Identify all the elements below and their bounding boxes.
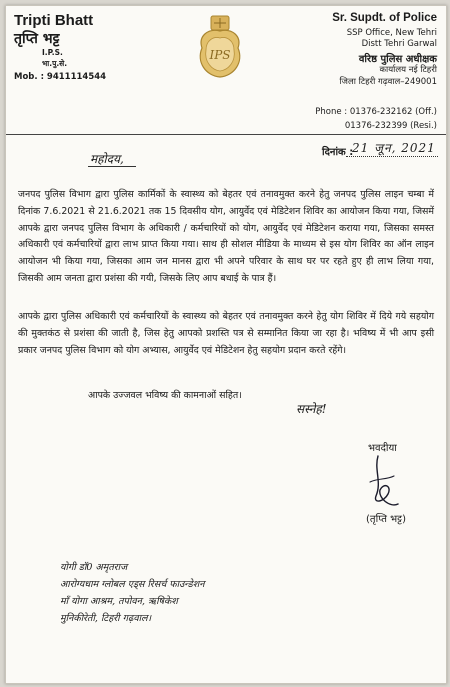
date-underline bbox=[346, 156, 438, 157]
date-label: दिनांक : bbox=[322, 147, 354, 158]
service-hindi: भा.पु.से. bbox=[42, 59, 68, 68]
signature-icon bbox=[364, 452, 404, 512]
signatory-name: (तृप्ति भट्ट) bbox=[366, 514, 406, 525]
addressee-line-1: योगी डॉ0 अमृतराज bbox=[60, 562, 128, 573]
office-english: SSP Office, New Tehri bbox=[346, 28, 437, 38]
designation-english: Sr. Supdt. of Police bbox=[332, 12, 437, 24]
yours-sincerely: भवदीया bbox=[368, 443, 397, 454]
designation-hindi: वरिष्ठ पुलिस अधीक्षक bbox=[358, 54, 437, 65]
salutation-underline bbox=[88, 166, 136, 167]
body-paragraph-2: आपके द्वारा पुलिस अधिकारी एवं कर्मचारियों के स्वास्थ्य को बेहतर एवं तनावमुक्त करने हेतु योग शिविर में दिये गये सहयोग की मुक्तकंठ से प्रशंसा की जाती है, जिस हेतु आपको प्रशस्ति पत्र से सम्मानित किया जा रहा है। भविष्य में भी आप इसी प्रकार जनपद पुलिस विभाग को योग अभ्यास, आयुर्वेद एवं मेडिटेशन हेतु सहयोग प्रदान करते रहेंगे। bbox=[18, 311, 434, 356]
addressee-line-4: मुनिकीरेती, टिहरी गढ़वाल। bbox=[60, 613, 152, 624]
phone-residence: 01376-232399 (Resi.) bbox=[344, 121, 437, 131]
officer-name-hindi: तृप्ति भट्ट bbox=[14, 31, 60, 47]
phone-office: Phone : 01376-232162 (Off.) bbox=[315, 107, 437, 117]
addressee-line-3: माँ योगा आश्रम, तपोवन, ऋषिकेश bbox=[60, 596, 178, 607]
office-hindi: कार्यालय नई टिहरी bbox=[379, 65, 437, 75]
letter-page bbox=[5, 5, 447, 684]
officer-name-english: Tripti Bhatt bbox=[14, 12, 94, 29]
date-value: 21 जून, 2021 bbox=[352, 141, 436, 155]
addressee-line-2: आरोग्यधाम ग्लोबल एड्स रिसर्च फाउन्डेशन bbox=[60, 579, 205, 590]
mobile-number: Mob. : 9411114544 bbox=[14, 72, 107, 82]
header-divider bbox=[6, 134, 446, 135]
service-english: I.P.S. bbox=[42, 48, 63, 57]
svg-text:IPS: IPS bbox=[209, 48, 231, 62]
ips-emblem-icon bbox=[194, 14, 246, 80]
salutation: महोदय, bbox=[90, 152, 124, 166]
district-hindi: जिला टिहरी गढ़वाल–249001 bbox=[339, 77, 437, 87]
regards-handwritten: सस्नेह! bbox=[296, 402, 327, 416]
district-english: Distt Tehri Garwal bbox=[361, 39, 437, 49]
closing-line: आपके उज्जवल भविष्य की कामनाओं सहित। bbox=[88, 390, 242, 401]
body-paragraph-1: जनपद पुलिस विभाग द्वारा पुलिस कार्मिकों के स्वास्थ्य को बेहतर एवं तनावमुक्त करने हेतु जनपद पुलिस लाइन चम्बा में दिनांक 7.6.2021 से 21.6.2021 तक 15 दिवसीय योग, आयुर्वेद एवं मेडिटेशन शिविर का आयोजन किया गया, जिसमें आपके द्वारा जनपद पुलिस विभाग के अधिकारी / कर्मचारियों को योग, आयुर्वेद एवं मेडिटेशन कराया गया, जिसका समस्त अधिकारी एवं कर्मचारियों द्वारा लाभ प्राप्त किया गया। साथ ही सोशल मीडिया के माध्यम से इस योग शिविर का ऑन लाइन आयोजन भी किया गया, जिसका आम जन मानस द्वारा भी अपने परिवार के साथ घर पर रहते हुए ही लाभ लिया गया, जिसकी आम जनता द्वारा प्रशंसा की गयी, जिसके लिए आप बधाई के पात्र हैं। bbox=[18, 189, 434, 284]
